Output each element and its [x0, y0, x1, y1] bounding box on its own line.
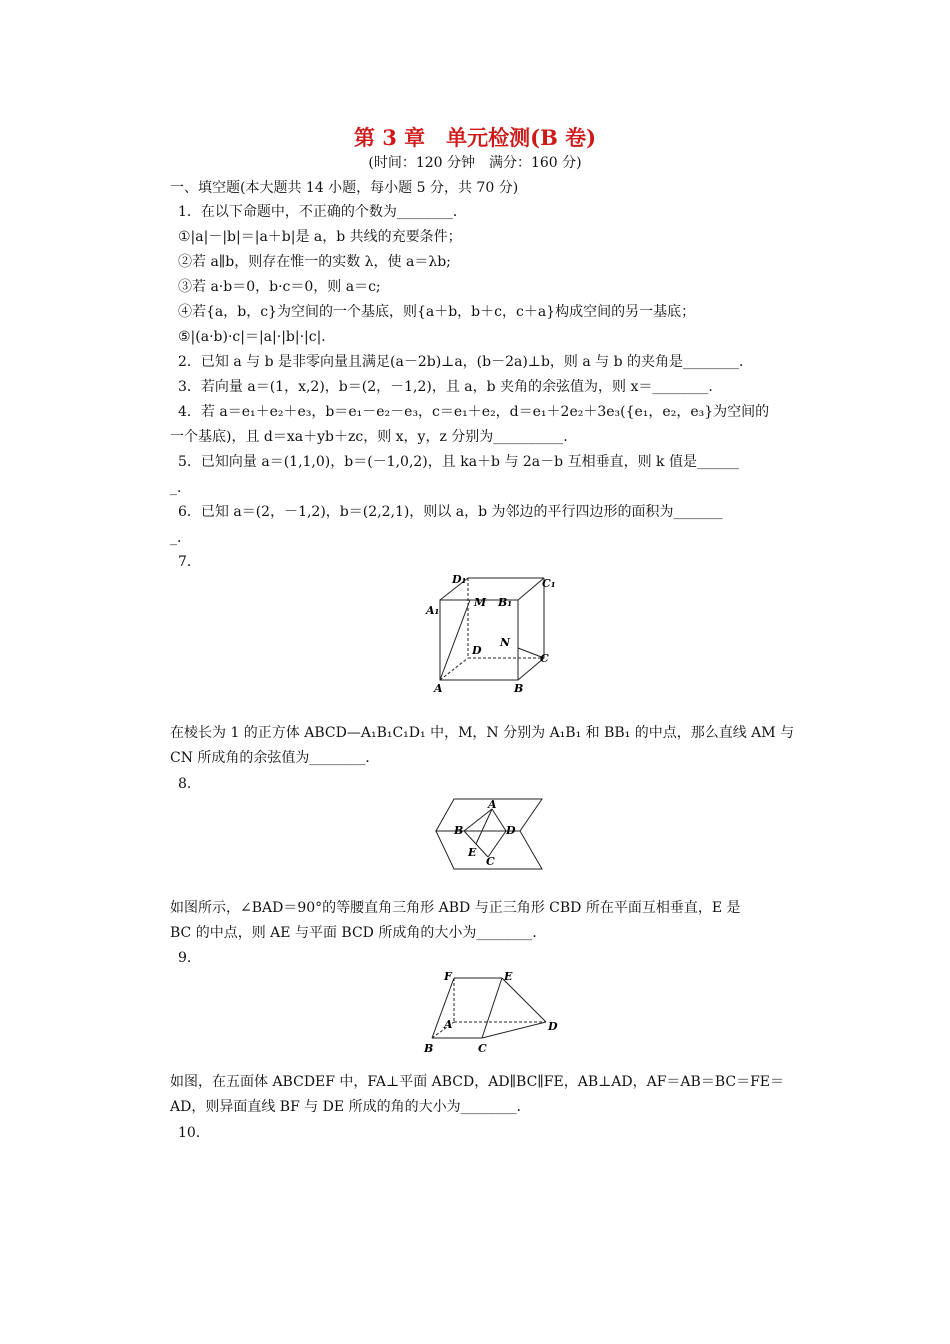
question-line: 如图，在五面体 ABCDEF 中，FA⊥平面 ABCD，AD∥BC∥FE，AB⊥AD，AF＝AB＝BC＝FE＝ — [170, 1074, 785, 1090]
fig8-label-C: C — [486, 855, 495, 868]
question-line: BC 的中点，则 AE 与平面 BCD 所成角的大小为________． — [170, 925, 547, 941]
question-line: CN 所成角的余弦值为________． — [170, 750, 380, 766]
fig7-label-A1: A₁ — [426, 604, 440, 617]
fig8-label-E: E — [468, 846, 477, 859]
question-line: 在棱长为 1 的正方体 ABCD—A₁B₁C₁D₁ 中，M，N 分别为 A₁B₁ 和 BB₁ 的中点，那么直线 AM 与 — [170, 725, 795, 741]
question-line: 9． — [178, 950, 201, 966]
question-line: AD，则异面直线 BF 与 DE 所成的角的大小为________． — [170, 1099, 531, 1115]
question-line: 如图所示，∠BAD＝90°的等腰直角三角形 ABD 与正三角形 CBD 所在平面互相垂直，E 是 — [170, 900, 741, 916]
fig9-label-B: B — [424, 1042, 434, 1055]
fig9-label-E: E — [504, 970, 513, 983]
question-line: 6．已知 a＝(2，－1,2)，b＝(2,2,1)，则以 a，b 为邻边的平行四边形的面积为_______ — [178, 504, 723, 520]
fig7-label-D: D — [472, 644, 482, 657]
fig9-label-C: C — [478, 1042, 487, 1055]
fig7-label-N: N — [500, 636, 511, 649]
question-line: ①|a|－|b|＝|a＋b|是 a，b 共线的充要条件； — [178, 229, 462, 245]
question-line: 10． — [178, 1125, 210, 1141]
question-line: ④若{a，b，c}为空间的一个基底，则{a＋b，b＋c，c＋a}构成空间的另一基底； — [178, 304, 696, 320]
question-line: ②若 a∥b，则存在惟一的实数 λ，使 a＝λb; — [178, 254, 451, 270]
fig7-label-B: B — [514, 682, 524, 695]
fig7-label-B1: B₁ — [498, 596, 513, 609]
fig8-label-D: D — [506, 824, 516, 837]
fig7-label-M: M — [474, 596, 487, 609]
question-line: 7． — [178, 554, 201, 570]
question-line: 4．若 a＝e₁＋e₂＋e₃，b＝e₁－e₂－e₃，c＝e₁＋e₂，d＝e₁＋2e₂＋3e₃({e₁，e₂，e₃}为空间的 — [178, 404, 770, 420]
fig9-label-D: D — [548, 1020, 558, 1033]
fig7-label-A: A — [434, 682, 443, 695]
question-line: 5．已知向量 a＝(1,1,0)，b＝(－1,0,2)，且 ka＋b 与 2a－b 互相垂直，则 k 值是______ — [178, 454, 739, 470]
fig7-label-D1: D₁ — [452, 573, 467, 586]
fig7-label-C1: C₁ — [542, 577, 556, 590]
question-line: 8． — [178, 776, 201, 792]
question-line: 一个基底)，且 d＝xa＋yb＋zc，则 x，y，z 分别为__________． — [170, 429, 578, 445]
page-subtitle: (时间：120 分钟 满分：160 分) — [368, 155, 582, 171]
planes-figure — [434, 797, 546, 875]
cube-figure — [418, 572, 558, 698]
question-line: _． — [170, 530, 191, 546]
fig7-label-C: C — [540, 652, 549, 665]
page-title: 第 3 章 单元检测(B 卷) — [353, 125, 597, 150]
section-heading: 一、填空题(本大题共 14 小题，每小题 5 分，共 70 分) — [170, 180, 519, 196]
fig8-label-B: B — [454, 824, 464, 837]
question-line: 1．在以下命题中，不正确的个数为________． — [178, 204, 467, 220]
question-line: ③若 a·b＝0，b·c＝0，则 a＝c; — [178, 279, 381, 295]
pentahedron-figure — [418, 968, 564, 1060]
question-line: 2．已知 a 与 b 是非零向量且满足(a－2b)⊥a，(b－2a)⊥b，则 a 与 b 的夹角是________． — [178, 354, 754, 370]
question-line: 3．若向量 a＝(1，x,2)，b＝(2，－1,2)，且 a，b 夹角的余弦值为，则 x＝________． — [178, 379, 723, 395]
fig9-label-A: A — [444, 1018, 453, 1031]
fig9-label-F: F — [444, 970, 452, 983]
fig8-label-A: A — [488, 798, 497, 811]
question-line: _． — [170, 480, 191, 496]
question-line: ⑤|(a·b)·c|＝|a|·|b|·|c|． — [178, 329, 336, 345]
